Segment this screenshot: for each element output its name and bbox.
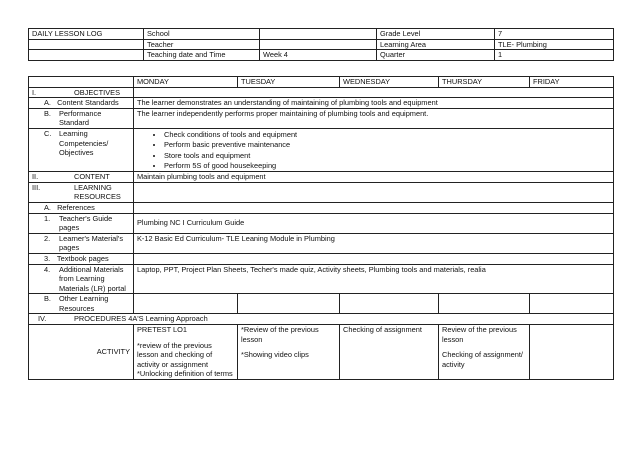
other-resources-num: B. (44, 294, 51, 304)
quarter-label: Quarter (377, 50, 495, 61)
textbook-content (134, 253, 614, 264)
teachers-guide-text: Plumbing NC I Curriculum Guide (134, 213, 614, 233)
day-tuesday: TUESDAY (238, 77, 340, 88)
header-row-school (29, 29, 614, 40)
other-resources-tuesday (238, 294, 340, 314)
activity-wednesday-line1: Checking of assignment (343, 325, 422, 335)
other-resources-monday (134, 294, 238, 314)
content-standards-label (29, 98, 134, 109)
additional-materials-heading: Additional Materials from Learning Materials (LR) portal (59, 264, 126, 293)
procedures-num: IV. (38, 314, 47, 324)
competency-item: • Perform 5S of good housekeeping (164, 161, 610, 171)
other-resources-heading: Other Learning Resources (59, 294, 109, 313)
content-num: II. (32, 172, 39, 182)
header-row-date (29, 50, 614, 61)
performance-standard-label (29, 108, 134, 128)
activity-monday (134, 325, 238, 380)
textbook-row (29, 253, 614, 264)
day-wednesday: WEDNESDAY (340, 77, 439, 88)
objectives-content (134, 87, 614, 98)
learning-competencies-num: C. (44, 128, 52, 138)
additional-materials-num: 4. (44, 264, 51, 274)
performance-standard-heading: Performance Standard (59, 108, 102, 128)
content-text: Maintain plumbing tools and equipment (134, 172, 614, 183)
teachers-guide-label (29, 213, 134, 233)
procedures-label (29, 314, 614, 325)
day-monday: MONDAY (134, 77, 238, 88)
objectives-heading: OBJECTIVES (74, 87, 120, 97)
competency-item: • Check conditions of tools and equipment (164, 130, 610, 140)
other-resources-row (29, 294, 614, 314)
teacher-value (260, 39, 377, 50)
additional-materials-row (29, 264, 614, 294)
additional-materials-label (29, 264, 134, 294)
activity-thursday-line2: Checking of assignment/ activity (442, 350, 523, 369)
other-resources-thursday (439, 294, 530, 314)
activity-tuesday-line2: *Showing video clips (241, 350, 309, 360)
header-table (28, 28, 614, 61)
activity-label: ACTIVITY (29, 325, 134, 380)
learning-resources-row (29, 182, 614, 202)
teachers-guide-num: 1. (44, 213, 51, 223)
activity-monday-line1: PRETEST LO1 (137, 325, 187, 335)
learning-resources-heading: LEARNING RESOURCES (74, 182, 121, 202)
school-value (260, 29, 377, 40)
performance-standard-text: The learner independently performs proper maintaining of plumbing tools and equipment. (134, 108, 614, 128)
references-heading: References (57, 202, 95, 212)
week-value: Week 4 (260, 50, 377, 61)
performance-standard-row (29, 108, 614, 128)
learners-material-text: K-12 Basic Ed Curriculum- TLE Leaning Module in Plumbing (134, 233, 614, 253)
competency-item: • Perform basic preventive maintenance (164, 140, 610, 150)
activity-tuesday (238, 325, 340, 380)
school-label: School (144, 29, 260, 40)
dll-title: DAILY LESSON LOG (29, 29, 144, 40)
objectives-num: I. (32, 87, 37, 97)
days-corner-cell (29, 77, 134, 88)
learning-competencies-list (134, 128, 614, 171)
references-row (29, 202, 614, 213)
learning-area-label: Learning Area (377, 39, 495, 50)
activity-friday (530, 325, 614, 380)
references-num: A. (44, 202, 51, 212)
learners-material-row (29, 233, 614, 253)
content-standards-num: A. (44, 98, 51, 108)
day-friday: FRIDAY (530, 77, 614, 88)
procedures-row (29, 314, 614, 325)
learners-material-heading: Learner's Material's pages (59, 233, 124, 253)
learners-material-label (29, 233, 134, 253)
quarter-value: 1 (495, 50, 614, 61)
teachers-guide-row (29, 213, 614, 233)
content-standards-heading: Content Standards (57, 98, 119, 108)
procedures-heading: PROCEDURES 4A'S Learning Approach (74, 314, 208, 324)
objectives-row (29, 87, 614, 98)
grade-level-label: Grade Level (377, 29, 495, 40)
textbook-heading: Textbook pages (56, 253, 109, 263)
learning-competencies-heading: Learning Competencies/ Objectives (59, 128, 109, 158)
learning-area-value: TLE- Plumbing (495, 39, 614, 50)
objectives-label (29, 87, 134, 98)
content-standards-row (29, 98, 614, 109)
activity-thursday (439, 325, 530, 380)
activity-row (29, 325, 614, 380)
other-resources-wednesday (340, 294, 439, 314)
learning-resources-label (29, 182, 134, 202)
textbook-num: 3. (44, 253, 51, 263)
content-row (29, 172, 614, 183)
day-thursday: THURSDAY (439, 77, 530, 88)
learning-competencies-row (29, 128, 614, 171)
teaching-date-label: Teaching date and Time (144, 50, 260, 61)
performance-standard-num: B. (44, 108, 51, 118)
references-content (134, 202, 614, 213)
activity-monday-line3: *Unlocking definition of terms (137, 369, 233, 379)
other-resources-friday (530, 294, 614, 314)
days-row (29, 77, 614, 88)
competency-list (137, 130, 610, 171)
other-resources-label (29, 294, 134, 314)
references-label (29, 202, 134, 213)
learning-resources-content (134, 182, 614, 202)
textbook-label (29, 253, 134, 264)
content-label (29, 172, 134, 183)
learners-material-num: 2. (44, 233, 51, 243)
header-row-teacher (29, 39, 614, 50)
header-empty-cell (29, 39, 144, 50)
learning-competencies-label (29, 128, 134, 171)
grade-level-value: 7 (495, 29, 614, 40)
content-standards-text: The learner demonstrates an understanding of maintaining of plumbing tools and equipment (134, 98, 614, 109)
activity-tuesday-line1: *Review of the previous lesson (241, 325, 319, 344)
activity-monday-line2: *review of the previous lesson and checking of activity or assignment (137, 340, 213, 369)
lesson-log-table (28, 76, 614, 380)
teachers-guide-heading: Teacher's Guide pages (59, 213, 113, 233)
competency-item: • Store tools and equipment (164, 151, 610, 161)
content-heading: CONTENT (74, 172, 110, 182)
activity-thursday-line1: Review of the previous lesson (442, 325, 517, 344)
additional-materials-text: Laptop, PPT, Project Plan Sheets, Techer's made quiz, Activity sheets, Plumbing tools and materials, realia (134, 264, 614, 294)
header-empty-cell (29, 50, 144, 61)
activity-wednesday (340, 325, 439, 380)
learning-resources-num: III. (32, 182, 41, 192)
teacher-label: Teacher (144, 39, 260, 50)
